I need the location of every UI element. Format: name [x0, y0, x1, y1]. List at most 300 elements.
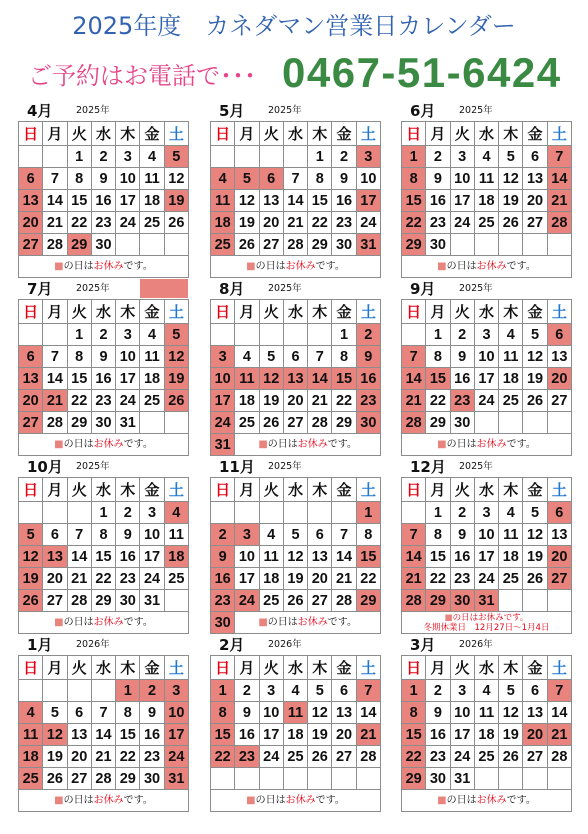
- closed-day-cell: 10: [164, 702, 188, 724]
- weekday-header: 日: [19, 122, 43, 146]
- day-cell: 14: [283, 190, 307, 212]
- weekday-header: 水: [91, 122, 115, 146]
- day-cell: 11: [164, 524, 188, 546]
- closed-day-cell: 8: [211, 702, 235, 724]
- day-cell: 28: [332, 590, 356, 612]
- day-cell: 8: [91, 524, 115, 546]
- closed-day-cell: 15: [332, 368, 356, 390]
- weekday-header: 水: [91, 478, 115, 502]
- day-cell: 1: [426, 502, 450, 524]
- day-cell: 27: [283, 412, 307, 434]
- day-cell: 23: [426, 212, 450, 234]
- day-cell: 25: [474, 212, 498, 234]
- weekday-header: 土: [356, 656, 380, 680]
- week-row: [211, 146, 381, 168]
- weekday-header: 土: [356, 300, 380, 324]
- empty-day-cell: [211, 502, 235, 524]
- day-cell: 24: [116, 212, 140, 234]
- day-cell: 12: [499, 702, 523, 724]
- weekday-header: 日: [19, 656, 43, 680]
- weekday-header: 日: [19, 300, 43, 324]
- legend-prefix: の日は: [267, 616, 298, 628]
- closed-day-cell: 21: [356, 724, 380, 746]
- closed-day-cell: 5: [19, 524, 43, 546]
- weekday-header: 水: [474, 656, 498, 680]
- week-row: [19, 190, 189, 212]
- legend-row: [211, 434, 381, 456]
- month-header: [18, 635, 189, 655]
- day-cell: 8: [308, 168, 332, 190]
- day-cell: 18: [499, 546, 523, 568]
- closed-day-cell: 29: [67, 234, 91, 256]
- day-cell: 16: [235, 724, 259, 746]
- week-row: [211, 212, 381, 234]
- day-cell: 26: [283, 590, 307, 612]
- closed-day-cell: 1: [116, 680, 140, 702]
- closed-day-cell: 18: [164, 546, 188, 568]
- day-cell: 28: [67, 590, 91, 612]
- weekday-header: 土: [164, 300, 188, 324]
- closed-day-legend: [19, 612, 189, 634]
- day-cell: 18: [474, 724, 498, 746]
- closed-day-cell: 13: [43, 546, 67, 568]
- closed-day-cell: 29: [402, 768, 426, 790]
- legend-prefix: の日は: [267, 438, 298, 450]
- closed-day-cell: 15: [402, 724, 426, 746]
- closed-day-cell: 21: [43, 390, 67, 412]
- empty-day-cell: [402, 502, 426, 524]
- closed-day-cell: 24: [164, 746, 188, 768]
- day-cell: 10: [356, 168, 380, 190]
- closed-day-cell: 6: [547, 324, 571, 346]
- weekday-header: 月: [43, 122, 67, 146]
- day-cell: 1: [67, 324, 91, 346]
- legend-highlight: お休み: [478, 612, 504, 623]
- closed-day-cell: 23: [235, 746, 259, 768]
- month-calendar: [401, 279, 572, 457]
- day-cell: 23: [426, 746, 450, 768]
- day-cell: 20: [67, 746, 91, 768]
- month-label: 6月: [410, 102, 436, 120]
- empty-day-cell: [308, 324, 332, 346]
- month-header: [18, 279, 189, 299]
- day-cell: 4: [499, 324, 523, 346]
- month-header: [210, 457, 381, 477]
- day-cell: 9: [140, 702, 164, 724]
- day-cell: 13: [523, 702, 547, 724]
- month-year: 2025年: [459, 105, 493, 116]
- day-cell: 30: [91, 234, 115, 256]
- day-cell: 19: [259, 390, 283, 412]
- week-row: [402, 390, 572, 412]
- day-cell: 2: [426, 680, 450, 702]
- day-cell: 14: [356, 702, 380, 724]
- day-cell: 10: [116, 346, 140, 368]
- day-cell: 27: [67, 768, 91, 790]
- closed-day-cell: 31: [474, 590, 498, 612]
- empty-day-cell: [523, 412, 547, 434]
- empty-day-cell: [523, 234, 547, 256]
- closed-day-cell: 11: [211, 190, 235, 212]
- closed-day-cell: 19: [19, 568, 43, 590]
- day-cell: 8: [426, 524, 450, 546]
- week-row: [211, 190, 381, 212]
- week-row: [19, 212, 189, 234]
- day-cell: 5: [43, 702, 67, 724]
- weekday-header-row: [19, 300, 189, 324]
- day-cell: 18: [140, 190, 164, 212]
- day-cell: 11: [499, 346, 523, 368]
- month-year: 2026年: [459, 639, 493, 650]
- month-label: 2月: [219, 636, 245, 654]
- legend-suffix: です。: [123, 794, 153, 806]
- weekday-header: 土: [164, 122, 188, 146]
- empty-day-cell: [499, 234, 523, 256]
- weekday-header: 日: [211, 300, 235, 324]
- month-label: 11月: [219, 458, 255, 476]
- winter-holiday-note: 冬期休業日 12月27日～1月4日: [423, 622, 550, 633]
- legend-prefix: の日は: [446, 794, 477, 806]
- calendar-table: [18, 477, 189, 634]
- legend-highlight: お休み: [93, 260, 124, 272]
- closed-day-cell: 12: [164, 346, 188, 368]
- weekday-header: 火: [67, 478, 91, 502]
- empty-day-cell: [19, 146, 43, 168]
- legend-suffix: です。: [123, 438, 153, 450]
- closed-day-cell: 12: [19, 546, 43, 568]
- day-cell: 27: [547, 390, 571, 412]
- weekday-header: 金: [523, 478, 547, 502]
- closed-day-cell: 25: [19, 768, 43, 790]
- legend-row: [19, 790, 189, 812]
- empty-day-cell: [332, 502, 356, 524]
- calendar-table: [401, 121, 572, 278]
- day-cell: 17: [116, 190, 140, 212]
- month-calendar: [210, 279, 381, 457]
- day-cell: 2: [426, 146, 450, 168]
- week-row: [211, 680, 381, 702]
- day-cell: 19: [523, 368, 547, 390]
- closed-day-cell: 5: [235, 168, 259, 190]
- day-cell: 20: [43, 568, 67, 590]
- legend-text: [246, 795, 345, 806]
- calendar-table: [18, 121, 189, 278]
- weekday-header: 金: [140, 300, 164, 324]
- weekday-header: 月: [235, 656, 259, 680]
- empty-day-cell: [19, 324, 43, 346]
- day-cell: 5: [308, 680, 332, 702]
- week-row: [19, 746, 189, 768]
- day-cell: 25: [259, 590, 283, 612]
- empty-day-cell: [116, 234, 140, 256]
- legend-suffix: です。: [315, 794, 345, 806]
- closed-day-legend: [211, 790, 381, 812]
- day-cell: 29: [91, 590, 115, 612]
- closed-day-cell: 3: [211, 346, 235, 368]
- day-cell: 6: [523, 146, 547, 168]
- weekday-header: 土: [164, 656, 188, 680]
- closed-day-cell: 14: [308, 368, 332, 390]
- day-cell: 6: [43, 524, 67, 546]
- day-cell: 12: [523, 524, 547, 546]
- day-cell: 23: [140, 746, 164, 768]
- day-cell: 13: [67, 724, 91, 746]
- closed-day-cell: 1: [402, 146, 426, 168]
- empty-day-cell: [332, 768, 356, 790]
- day-cell: 21: [332, 568, 356, 590]
- closed-day-cell: 16: [211, 568, 235, 590]
- closed-day-cell: 19: [164, 190, 188, 212]
- day-cell: 4: [140, 146, 164, 168]
- closed-day-cell: 16: [356, 368, 380, 390]
- day-cell: 20: [283, 390, 307, 412]
- day-cell: 19: [235, 212, 259, 234]
- weekday-header: 水: [474, 122, 498, 146]
- day-cell: 26: [164, 212, 188, 234]
- weekday-header: 金: [140, 478, 164, 502]
- weekday-header: 木: [116, 478, 140, 502]
- closed-day-cell: 7: [402, 346, 426, 368]
- month-label: 12月: [410, 458, 446, 476]
- weekday-header: 月: [426, 478, 450, 502]
- weekday-header: 金: [332, 300, 356, 324]
- day-cell: 3: [474, 324, 498, 346]
- week-row: [19, 346, 189, 368]
- day-cell: 16: [426, 190, 450, 212]
- week-row: [19, 546, 189, 568]
- empty-day-cell: [235, 502, 259, 524]
- day-cell: 25: [164, 568, 188, 590]
- month-label: 9月: [410, 280, 436, 298]
- day-cell: 9: [426, 168, 450, 190]
- day-cell: 7: [43, 346, 67, 368]
- month-calendar: [18, 279, 189, 457]
- weekday-header: 水: [283, 122, 307, 146]
- week-row: [402, 590, 572, 612]
- day-cell: 21: [91, 746, 115, 768]
- closed-day-cell: 22: [402, 746, 426, 768]
- closed-day-cell: 13: [19, 190, 43, 212]
- closed-day-cell: 4: [164, 502, 188, 524]
- weekday-header: 水: [283, 656, 307, 680]
- closed-day-cell: 31: [211, 434, 235, 456]
- calendar-table: [210, 121, 381, 278]
- day-cell: 20: [259, 212, 283, 234]
- legend-suffix: です。: [503, 612, 529, 623]
- week-row: [19, 524, 189, 546]
- day-cell: 4: [140, 324, 164, 346]
- day-cell: 28: [356, 746, 380, 768]
- legend-text: [54, 617, 153, 628]
- day-cell: 22: [67, 212, 91, 234]
- closed-day-cell: 20: [547, 546, 571, 568]
- closed-day-legend: [19, 434, 189, 456]
- day-cell: 30: [450, 412, 474, 434]
- week-row: [19, 168, 189, 190]
- legend-highlight: お休み: [476, 794, 507, 806]
- closed-day-cell: 17: [164, 724, 188, 746]
- day-cell: 22: [332, 390, 356, 412]
- month-label: 3月: [410, 636, 436, 654]
- reservation-prompt: ご予約はお電話で･･･: [28, 62, 256, 90]
- week-row: [402, 768, 572, 790]
- weekday-header: 月: [426, 656, 450, 680]
- weekday-header: 土: [547, 122, 571, 146]
- closed-day-legend: [402, 790, 572, 812]
- empty-day-cell: [235, 768, 259, 790]
- day-cell: 23: [91, 212, 115, 234]
- day-cell: 5: [499, 146, 523, 168]
- day-cell: 16: [450, 368, 474, 390]
- closed-day-cell: 24: [235, 590, 259, 612]
- day-cell: 18: [474, 190, 498, 212]
- day-cell: 1: [67, 146, 91, 168]
- closed-day-cell: 28: [402, 590, 426, 612]
- day-cell: 21: [43, 212, 67, 234]
- weekday-header-row: [402, 478, 572, 502]
- legend-swatch-icon: ■: [437, 438, 447, 450]
- closed-day-cell: 20: [547, 368, 571, 390]
- weekday-header: 木: [499, 478, 523, 502]
- day-cell: 25: [140, 390, 164, 412]
- day-cell: 25: [140, 212, 164, 234]
- legend-prefix: の日は: [452, 612, 479, 623]
- empty-day-cell: [402, 324, 426, 346]
- week-row: [402, 324, 572, 346]
- day-cell: 9: [235, 702, 259, 724]
- closed-day-cell: 9: [356, 346, 380, 368]
- month-header: [401, 279, 572, 299]
- day-cell: 28: [43, 234, 67, 256]
- day-cell: 23: [91, 390, 115, 412]
- empty-day-cell: [283, 502, 307, 524]
- day-cell: 25: [499, 390, 523, 412]
- empty-day-cell: [67, 502, 91, 524]
- day-cell: 5: [523, 502, 547, 524]
- closed-day-cell: 12: [259, 368, 283, 390]
- week-row: [211, 702, 381, 724]
- day-cell: 7: [67, 524, 91, 546]
- legend-text: [258, 617, 357, 628]
- week-row: [211, 234, 381, 256]
- weekday-header: 火: [259, 300, 283, 324]
- closed-day-cell: 19: [164, 368, 188, 390]
- week-row: [402, 346, 572, 368]
- day-cell: 27: [332, 746, 356, 768]
- legend-row: [211, 612, 381, 634]
- empty-day-cell: [19, 680, 43, 702]
- legend-highlight: お休み: [93, 438, 124, 450]
- weekday-header-row: [211, 478, 381, 502]
- day-cell: 1: [332, 324, 356, 346]
- day-cell: 29: [116, 768, 140, 790]
- day-cell: 21: [67, 568, 91, 590]
- day-cell: 8: [356, 524, 380, 546]
- legend-row: [19, 434, 189, 456]
- legend-highlight: お休み: [285, 260, 316, 272]
- day-cell: 17: [450, 190, 474, 212]
- day-cell: 10: [116, 168, 140, 190]
- day-cell: 26: [499, 212, 523, 234]
- day-cell: 19: [499, 190, 523, 212]
- closed-day-legend: [402, 434, 572, 456]
- month-calendar: [18, 457, 189, 635]
- legend-swatch-icon: ■: [54, 438, 64, 450]
- day-cell: 15: [308, 190, 332, 212]
- day-cell: 4: [474, 146, 498, 168]
- closed-day-cell: 13: [19, 368, 43, 390]
- closed-day-cell: 31: [356, 234, 380, 256]
- day-cell: 31: [140, 590, 164, 612]
- empty-day-cell: [235, 324, 259, 346]
- weekday-header: 火: [67, 300, 91, 324]
- month-header: [18, 457, 189, 477]
- day-cell: 3: [450, 680, 474, 702]
- weekday-header: 月: [426, 300, 450, 324]
- month-calendar: [18, 635, 189, 813]
- weekday-header: 日: [402, 478, 426, 502]
- legend-prefix: の日は: [255, 260, 286, 272]
- closed-day-cell: 8: [402, 702, 426, 724]
- legend-highlight: お休み: [476, 260, 507, 272]
- month-year: 2025年: [459, 283, 493, 294]
- closed-day-cell: 7: [547, 680, 571, 702]
- day-cell: 31: [116, 412, 140, 434]
- day-cell: 14: [67, 546, 91, 568]
- week-row: [402, 168, 572, 190]
- month-header: [401, 635, 572, 655]
- calendar-table: [210, 299, 381, 456]
- closed-day-cell: 6: [19, 168, 43, 190]
- month-label: 8月: [219, 280, 245, 298]
- day-cell: 2: [235, 680, 259, 702]
- day-cell: 11: [474, 702, 498, 724]
- weekday-header: 木: [308, 656, 332, 680]
- empty-day-cell: [67, 680, 91, 702]
- closed-day-cell: 28: [402, 412, 426, 434]
- calendar-table: [401, 655, 572, 812]
- day-cell: 27: [523, 746, 547, 768]
- empty-day-cell: [283, 768, 307, 790]
- day-cell: 16: [140, 724, 164, 746]
- day-cell: 10: [474, 524, 498, 546]
- day-cell: 20: [308, 568, 332, 590]
- weekday-header: 日: [211, 122, 235, 146]
- day-cell: 23: [332, 212, 356, 234]
- weekday-header-row: [402, 300, 572, 324]
- day-cell: 10: [140, 524, 164, 546]
- day-cell: 14: [43, 190, 67, 212]
- weekday-header: 月: [235, 478, 259, 502]
- week-row: [19, 680, 189, 702]
- closed-day-cell: 6: [19, 346, 43, 368]
- weekday-header: 金: [332, 656, 356, 680]
- weekday-header-row: [402, 656, 572, 680]
- day-cell: 6: [283, 346, 307, 368]
- day-cell: 11: [140, 346, 164, 368]
- weekday-header: 火: [67, 656, 91, 680]
- day-cell: 2: [91, 324, 115, 346]
- empty-day-cell: [308, 768, 332, 790]
- legend-suffix: です。: [506, 438, 536, 450]
- day-cell: 19: [499, 724, 523, 746]
- legend-prefix: の日は: [255, 794, 286, 806]
- day-cell: 28: [283, 234, 307, 256]
- day-cell: 29: [332, 412, 356, 434]
- closed-day-cell: 26: [164, 390, 188, 412]
- legend-swatch-icon: ■: [258, 438, 268, 450]
- weekday-header: 日: [19, 478, 43, 502]
